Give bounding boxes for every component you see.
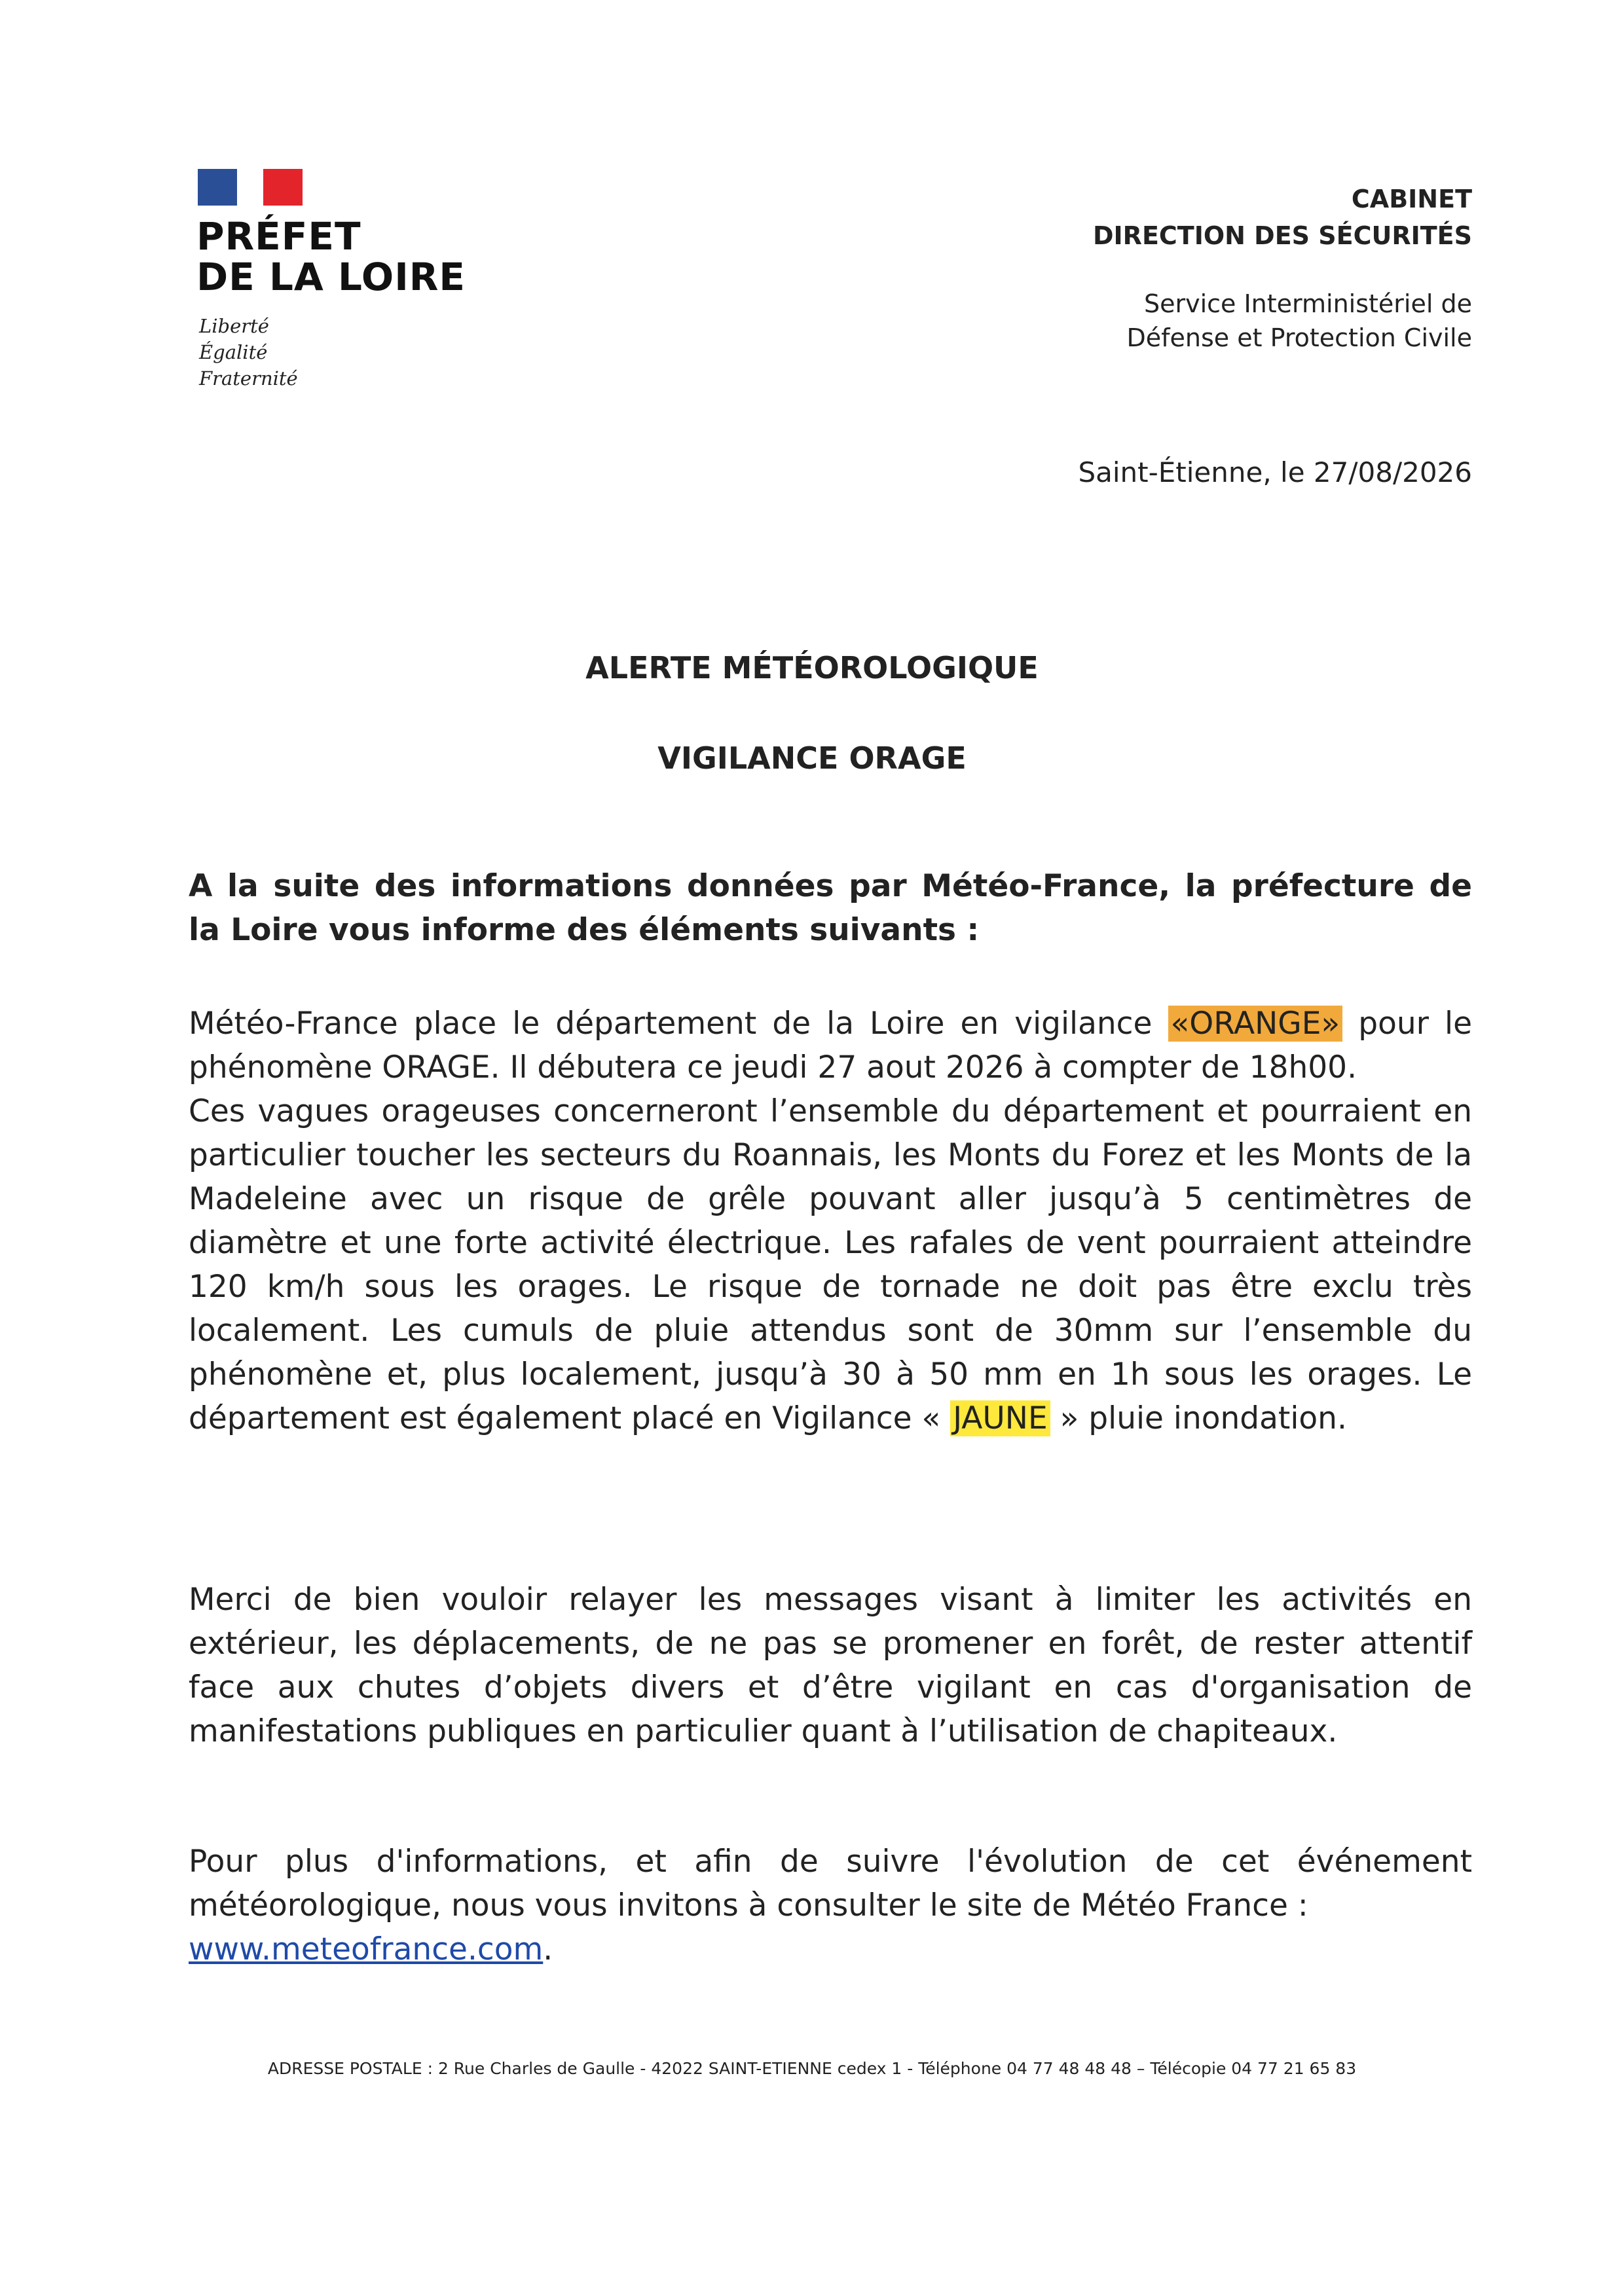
p1-text-second: Ces vagues orageuses concerneront l’ensemble du département et pourraient en particulier toucher les secteurs du Roannais, les Monts du Forez et les Monts de la Madeleine avec un risque de grêle pouvant aller jusqu’à 5 centimètres de diamètre et une forte activité électrique. Les rafales de vent pourraient atteindre 120 km/h sous les orages. Le risque de tornade ne doit pas être exclu très localement. Les cumuls de pluie attendus sont de 30mm sur l’ensemble du phénomène et, plus localement, jusqu’à 30 à 50 mm en 1h sous les orages. Le département est également placé en Vigilance «: [189, 1093, 1472, 1436]
vigilance-title: VIGILANCE ORAGE: [657, 740, 967, 776]
service-line2: Défense et Protection Civile: [1126, 323, 1472, 352]
p1-text-start: Météo-France place le département de la Loire en vigilance: [189, 1006, 1168, 1042]
document-date: Saint-Étienne, le 27/08/2026: [1078, 456, 1472, 488]
devise-liberte: Liberté: [199, 315, 269, 337]
devise-fraternite: Fraternité: [199, 367, 298, 390]
direction-label: DIRECTION DES SÉCURITÉS: [1093, 221, 1472, 250]
postal-address-footer: ADRESSE POSTALE : 2 Rue Charles de Gaulle - 42022 SAINT-ETIENNE cedex 1 - Téléphone 04 77 48 48 48 – Télécopie 04 77 21 65 83: [267, 2059, 1357, 2078]
service-header: [1127, 287, 1473, 355]
devise: [199, 313, 298, 392]
service-line1: Service Interministériel de: [1143, 289, 1472, 318]
meteofrance-link[interactable]: www.meteofrance.com: [189, 1931, 544, 1967]
recommendations-paragraph: Merci de bien vouloir relayer les messages visant à limiter les activités en extérieur, les déplacements, de ne pas se promener en forêt, de rester attentif face aux chutes d’objets divers et d’être vigilant en cas d'organisation de manifestations publiques en particulier quant à l’utilisation de chapiteaux.: [189, 1582, 1472, 1749]
prefet-title: [196, 216, 466, 297]
flag-blue-band: [198, 169, 237, 206]
flag-white-band: [237, 169, 263, 206]
link-period: .: [543, 1931, 553, 1967]
intro-paragraph: A la suite des informations données par Météo-France, la préfecture de la Loire vous informe des éléments suivants :: [189, 868, 1472, 948]
flag-red-band: [263, 169, 303, 206]
orange-highlight: «ORANGE»: [1168, 1006, 1343, 1042]
cabinet-header: [1093, 181, 1472, 254]
marianne-logo: [198, 169, 303, 206]
p1-text-middle: pour le phénomène ORAGE. Il débutera ce jeudi 27 aout 2026 à compter de 18h00.: [189, 1006, 1472, 1085]
devise-egalite: Égalité: [199, 341, 268, 363]
prefet-line1: PRÉFET: [196, 214, 361, 259]
p1-text-end: » pluie inondation.: [1050, 1400, 1347, 1436]
vigilance-paragraph: [189, 1002, 1472, 1440]
prefet-line2: DE LA LOIRE: [196, 255, 466, 299]
info-text: Pour plus d'informations, et afin de suivre l'évolution de cet événement météorologique, nous vous invitons à consulter le site de Météo France :: [189, 1844, 1472, 1923]
info-paragraph: [189, 1840, 1472, 1971]
yellow-highlight: JAUNE: [950, 1400, 1050, 1436]
alert-title: ALERTE MÉTÉOROLOGIQUE: [585, 650, 1039, 685]
cabinet-label: CABINET: [1351, 185, 1472, 213]
